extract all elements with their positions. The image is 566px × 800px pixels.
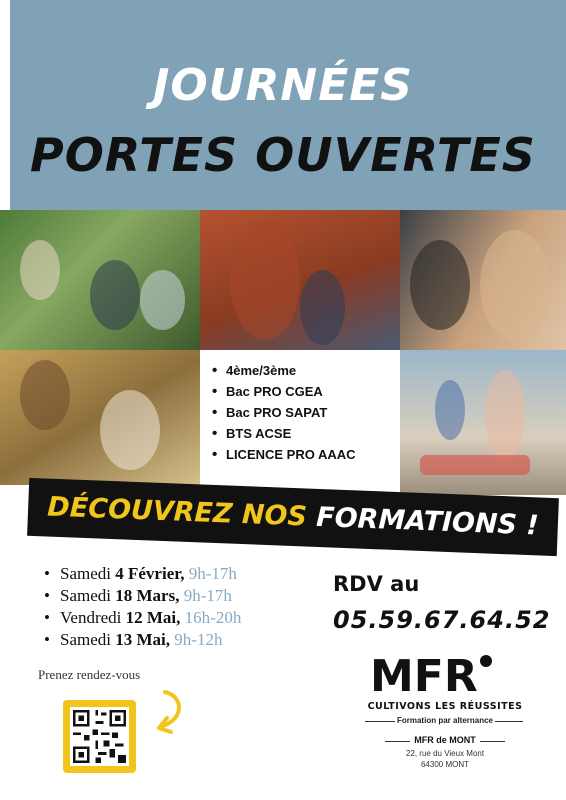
banner-text-part2: FORMATIONS ! bbox=[315, 501, 540, 542]
title-line-2: PORTES OUVERTES bbox=[30, 128, 536, 182]
divider bbox=[480, 741, 505, 742]
qr-code-icon bbox=[70, 707, 129, 766]
formation-item: • BTS ACSE bbox=[210, 423, 395, 444]
photo-hay-workshop bbox=[0, 350, 200, 485]
phone-number[interactable]: 05.59.67.64.52 bbox=[333, 606, 551, 634]
curved-arrow-icon bbox=[143, 688, 188, 738]
title-line-1: JOURNÉES bbox=[152, 60, 413, 111]
booking-label: Prenez rendez-vous bbox=[38, 667, 141, 682]
address-line-2: 64300 MONT bbox=[420, 760, 470, 769]
date-item: • Vendredi 12 Mai, 16h-20h bbox=[42, 607, 241, 629]
formation-item: • LICENCE PRO AAAC bbox=[210, 444, 395, 465]
rdv-label: RDV au bbox=[333, 572, 420, 596]
formation-item: • 4ème/3ème bbox=[210, 360, 395, 381]
photo-cow bbox=[400, 210, 566, 350]
banner-text-part1: DÉCOUVREZ NOS bbox=[46, 491, 308, 533]
date-item: • Samedi 13 Mai, 9h-12h bbox=[42, 629, 241, 651]
school-name: MFR de MONT bbox=[414, 735, 476, 745]
date-item: • Samedi 18 Mars, 9h-17h bbox=[42, 585, 241, 607]
photo-students-outdoors bbox=[0, 210, 200, 350]
mfr-logo bbox=[368, 651, 498, 699]
formation-item: • Bac PRO CGEA bbox=[210, 381, 395, 402]
divider bbox=[495, 721, 523, 722]
logo-tagline: CULTIVONS LES RÉUSSITES bbox=[367, 701, 523, 712]
formations-list bbox=[210, 360, 395, 465]
date-item: • Samedi 4 Février, 9h-17h bbox=[42, 563, 241, 585]
formation-item: • Bac PRO SAPAT bbox=[210, 402, 395, 423]
open-days-list bbox=[42, 563, 241, 651]
photo-horse bbox=[200, 210, 400, 350]
photo-child-activity bbox=[400, 350, 566, 495]
logo-subtitle: Formation par alternance bbox=[396, 716, 494, 725]
svg-text:MFR: MFR bbox=[370, 651, 478, 699]
qr-code[interactable] bbox=[63, 700, 136, 773]
address-line-1: 22, rue du Vieux Mont bbox=[405, 749, 485, 758]
